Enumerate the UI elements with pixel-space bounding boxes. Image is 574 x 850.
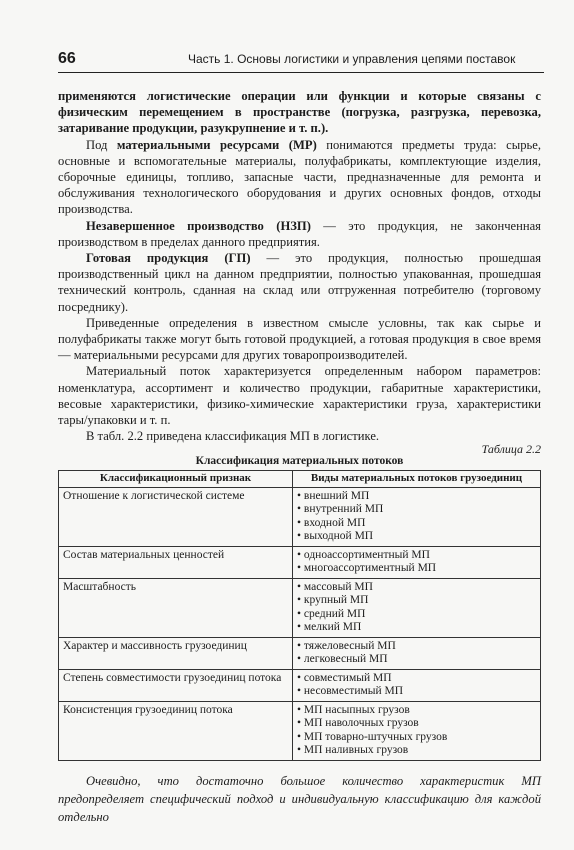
types-cell bbox=[293, 701, 541, 760]
table-row bbox=[59, 487, 541, 546]
flow-type-item: • МП товарно-штучных грузов bbox=[297, 731, 536, 745]
table-row bbox=[59, 546, 541, 578]
feature-cell: Консистенция грузоединиц потока bbox=[59, 701, 293, 760]
term-wip: Незавершенное производство (НЗП) bbox=[86, 218, 311, 233]
table-header-row bbox=[59, 471, 541, 488]
table-row bbox=[59, 701, 541, 760]
paragraph-flow-parameters: Материальный поток характеризуется определенным набором параметров: номенклатура, ассортимент и количество продукции, габаритные характеристики, весовые характеристики, физико-химические характеристики груза, характеристики тары/упаковки и т. п. bbox=[58, 364, 541, 428]
feature-cell: Состав материальных ценностей bbox=[59, 546, 293, 578]
flow-type-item: • совместимый МП bbox=[297, 672, 536, 686]
feature-cell: Степень совместимости грузоединиц потока bbox=[59, 669, 293, 701]
types-cell bbox=[293, 578, 541, 637]
flow-type-item: • массовый МП bbox=[297, 581, 536, 595]
flow-type-item: • МП наливных грузов bbox=[297, 744, 536, 758]
flow-type-item: • МП насыпных грузов bbox=[297, 704, 536, 718]
table-row bbox=[59, 578, 541, 637]
table-row bbox=[59, 637, 541, 669]
body-text bbox=[58, 88, 541, 444]
paragraph-table-reference: В табл. 2.2 приведена классификация МП в логистике. bbox=[86, 429, 380, 444]
flow-type-item: • легковесный МП bbox=[297, 653, 536, 667]
flow-type-item: • средний МП bbox=[297, 608, 536, 622]
page-header bbox=[58, 50, 544, 73]
flow-type-item: • внутренний МП bbox=[297, 503, 536, 517]
flow-type-item: • внешний МП bbox=[297, 490, 536, 504]
paragraph-material-resources: Под материальными ресурсами (МР) понимаются предметы труда: сырье, основные и вспомогательные материалы, полуфабрикаты, комплектующие изделия, сборочные единицы, топливо, запасные части, предназначенные для ремонта и обслуживания технологического оборудования и других основных фондов, отходы производства. bbox=[58, 137, 541, 217]
paragraph-wip: Незавершенное производство (НЗП) — это продукция, не законченная производством в пределах данного предприятия. bbox=[58, 218, 541, 249]
page-number: 66 bbox=[58, 50, 76, 67]
column-header-feature: Классификационный признак bbox=[59, 471, 293, 488]
term-finished-goods: Готовая продукция (ГП) bbox=[86, 251, 251, 266]
flow-type-item: • входной МП bbox=[297, 517, 536, 531]
types-cell bbox=[293, 487, 541, 546]
table-row bbox=[59, 669, 541, 701]
footer-paragraph: Очевидно, что достаточно большое количество характеристик МП предопределяет специфический подход и индивидуальную классификацию для каждой отдельно bbox=[58, 774, 541, 824]
types-cell bbox=[293, 546, 541, 578]
paragraph-continuation: применяются логистические операции или функции и которые связаны с физическим перемещением в пространстве (погрузка, разгрузка, перевозка, затаривание продукции, разукрупнение и т. п.). bbox=[58, 89, 541, 136]
table-title: Классификация материальных потоков bbox=[195, 455, 404, 467]
flow-type-item: • несовместимый МП bbox=[297, 685, 536, 699]
column-header-types: Виды материальных потоков грузоединиц bbox=[293, 471, 541, 488]
table-body bbox=[59, 487, 541, 760]
footer-text-block bbox=[58, 772, 541, 826]
paragraph-finished-goods: Готовая продукция (ГП) — это продукция, полностью прошедшая производственный цикл на данном предприятии, полностью упакованная, прошедшая технический контроль, сданная на склад или отгруженная потребителю (торговому посреднику). bbox=[58, 251, 541, 314]
flow-type-item: • МП наволочных грузов bbox=[297, 717, 536, 731]
flow-type-item: • тяжеловесный МП bbox=[297, 640, 536, 654]
classification-table bbox=[58, 470, 541, 761]
flow-type-item: • одноассортиментный МП bbox=[297, 549, 536, 563]
types-cell bbox=[293, 637, 541, 669]
feature-cell: Отношение к логистической системе bbox=[59, 487, 293, 546]
feature-cell: Характер и массивность грузоединиц bbox=[59, 637, 293, 669]
flow-type-item: • выходной МП bbox=[297, 530, 536, 544]
flow-type-item: • мелкий МП bbox=[297, 621, 536, 635]
running-head: Часть 1. Основы логистики и управления цепями поставок bbox=[188, 52, 516, 66]
flow-type-item: • крупный МП bbox=[297, 594, 536, 608]
types-cell bbox=[293, 669, 541, 701]
paragraph-definitions-note: Приведенные определения в известном смысле условны, так как сырье и полуфабрикаты также могут быть готовой продукцией, а готовая продукция в свое время — материальными ресурсами для других товаропроизводителей. bbox=[58, 315, 541, 363]
flow-type-item: • многоассортиментный МП bbox=[297, 562, 536, 576]
feature-cell: Масштабность bbox=[59, 578, 293, 637]
term-material-resources: материальными ресурсами (МР) bbox=[116, 137, 317, 152]
table-caption: Таблица 2.2 bbox=[481, 442, 541, 456]
